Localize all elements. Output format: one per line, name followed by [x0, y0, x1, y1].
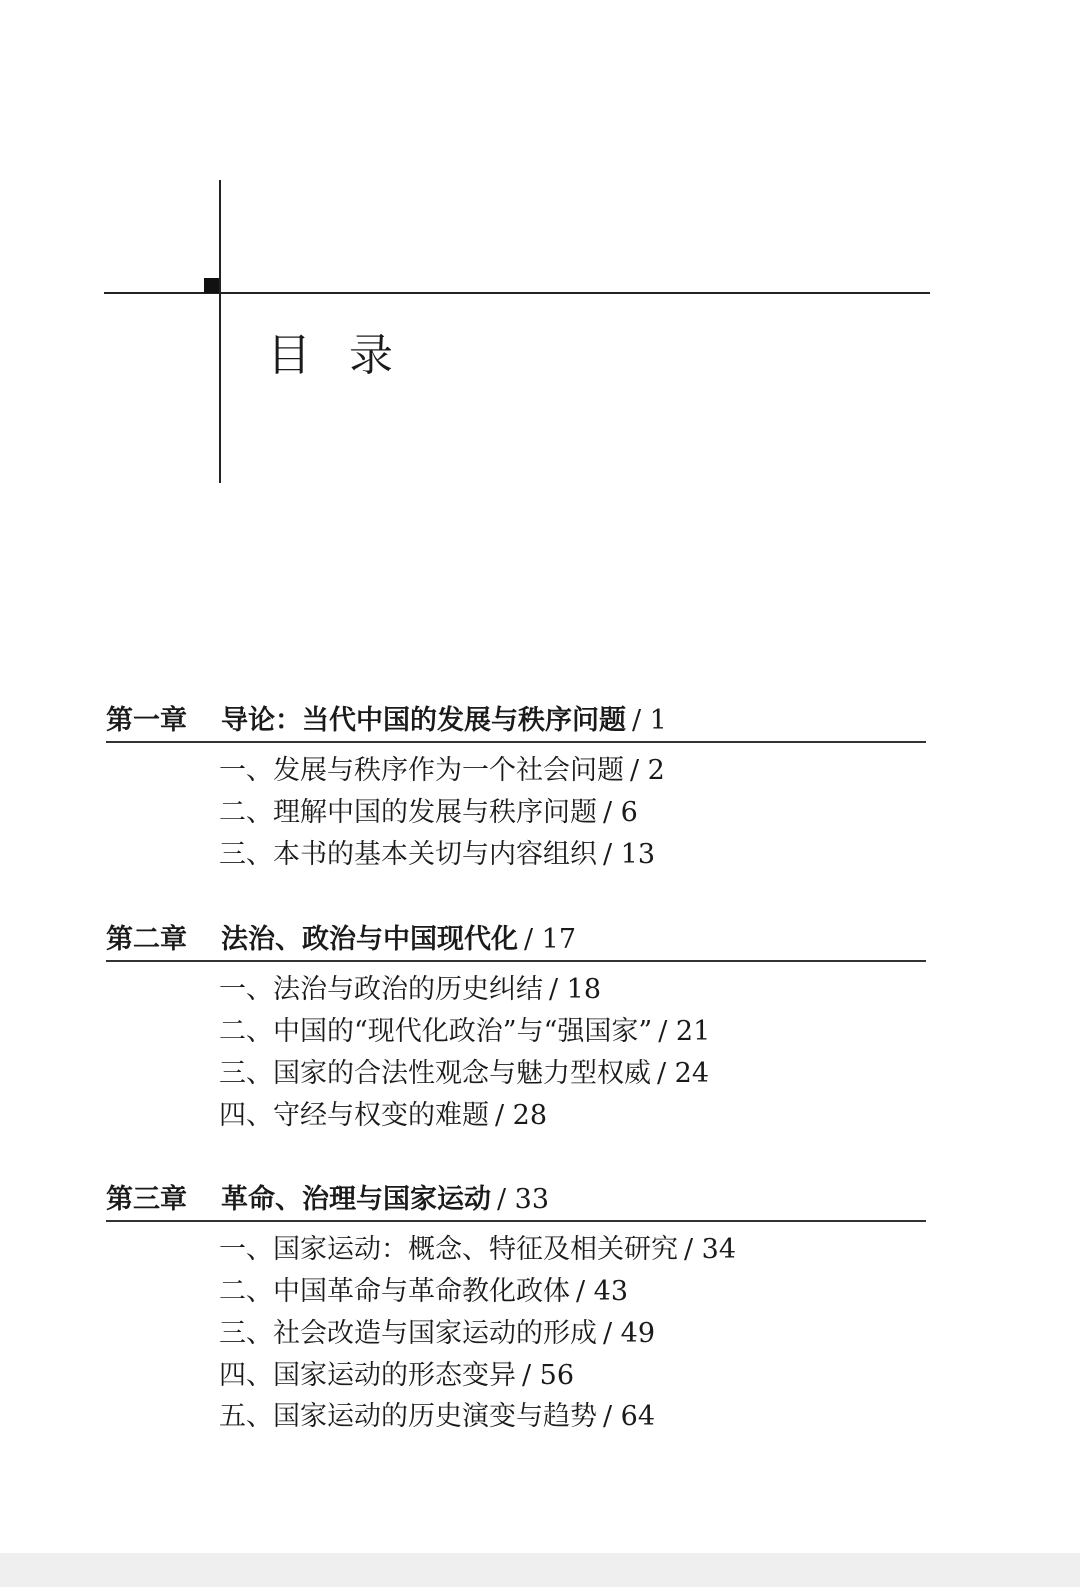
title-char-1: 目 — [267, 330, 349, 381]
chapter-title: 导论：当代中国的发展与秩序问题 — [221, 705, 626, 736]
header-vertical-rule — [219, 180, 221, 483]
toc-entry[interactable] — [219, 1056, 709, 1092]
chapter-2-heading[interactable] — [106, 920, 926, 962]
chapter-page: / 33 — [497, 1184, 550, 1215]
entry-label: 四、国家运动的形态变异 — [219, 1360, 516, 1391]
entry-page: / 18 — [549, 974, 602, 1005]
toc-entry[interactable] — [219, 1358, 574, 1394]
page-bottom-band — [0, 1553, 1080, 1587]
entry-label: 一、法治与政治的历史纠结 — [219, 974, 543, 1005]
entry-page: / 43 — [576, 1276, 629, 1307]
chapter-title: 革命、治理与国家运动 — [221, 1184, 491, 1215]
toc-entry[interactable] — [219, 1316, 655, 1352]
toc-entry[interactable] — [219, 753, 665, 789]
entry-label: 三、国家的合法性观念与魅力型权威 — [219, 1058, 651, 1089]
entry-label: 二、理解中国的发展与秩序问题 — [219, 797, 597, 828]
chapter-3-heading[interactable] — [106, 1180, 926, 1222]
toc-entry[interactable] — [219, 795, 638, 831]
toc-entry[interactable] — [219, 1014, 710, 1050]
entry-label: 一、发展与秩序作为一个社会问题 — [219, 755, 624, 786]
entry-page: / 34 — [684, 1234, 737, 1265]
entry-label: 二、中国的“现代化政治”与“强国家” — [219, 1016, 653, 1047]
entry-label: 四、守经与权变的难题 — [219, 1100, 489, 1131]
entry-page: / 49 — [603, 1318, 656, 1349]
entry-page: / 2 — [630, 755, 665, 786]
entry-page: / 56 — [522, 1360, 575, 1391]
entry-label: 二、中国革命与革命教化政体 — [219, 1276, 570, 1307]
header-horizontal-rule — [104, 292, 930, 294]
entry-page: / 6 — [603, 797, 638, 828]
chapter-1-heading[interactable] — [106, 701, 926, 743]
title-char-2: 录 — [349, 330, 431, 381]
entry-label: 五、国家运动的历史演变与趋势 — [219, 1401, 597, 1432]
entry-page: / 28 — [495, 1100, 548, 1131]
chapter-number: 第三章 — [106, 1184, 187, 1215]
entry-page: / 13 — [603, 839, 656, 870]
chapter-number: 第一章 — [106, 705, 187, 736]
toc-entry[interactable] — [219, 972, 601, 1008]
entry-label: 一、国家运动：概念、特征及相关研究 — [219, 1234, 678, 1265]
entry-page: / 21 — [658, 1016, 711, 1047]
toc-entry[interactable] — [219, 1399, 655, 1435]
entry-page: / 64 — [603, 1401, 656, 1432]
toc-entry[interactable] — [219, 1274, 628, 1310]
chapter-page: / 1 — [632, 705, 667, 736]
corner-square-ornament — [204, 278, 219, 293]
toc-entry[interactable] — [219, 837, 655, 873]
toc-entry[interactable] — [219, 1232, 736, 1268]
entry-label: 三、社会改造与国家运动的形成 — [219, 1318, 597, 1349]
chapter-number: 第二章 — [106, 924, 187, 955]
entry-page: / 24 — [657, 1058, 710, 1089]
page-title — [267, 326, 431, 386]
chapter-page: / 17 — [524, 924, 577, 955]
chapter-title: 法治、政治与中国现代化 — [221, 924, 518, 955]
toc-entry[interactable] — [219, 1098, 547, 1134]
entry-label: 三、本书的基本关切与内容组织 — [219, 839, 597, 870]
